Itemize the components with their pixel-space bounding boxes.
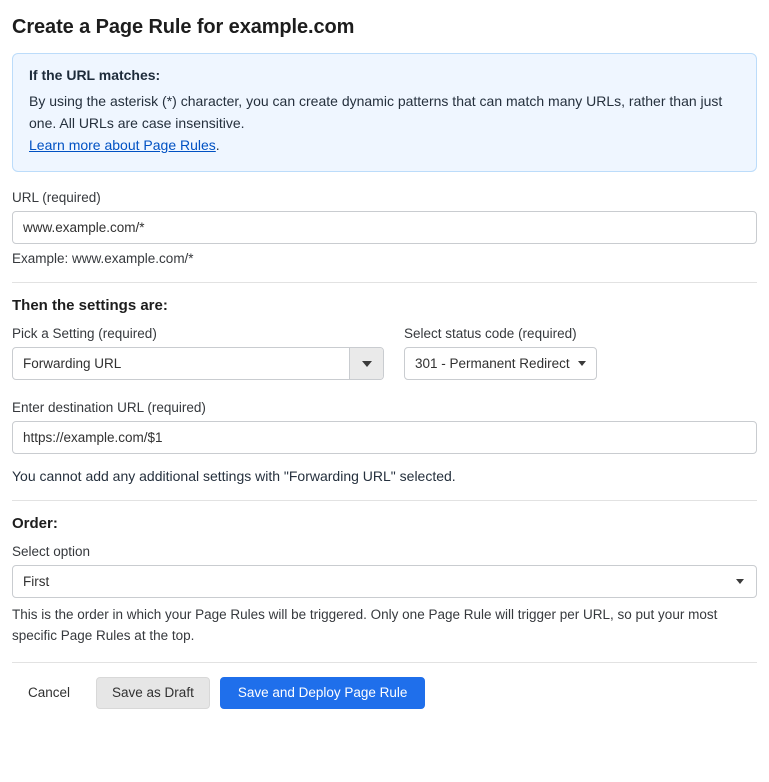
info-heading: If the URL matches:	[29, 67, 161, 83]
pick-a-setting-label: Pick a Setting (required)	[12, 326, 157, 342]
info-period: .	[215, 137, 220, 154]
chevron-down-icon[interactable]	[349, 348, 383, 379]
info-body	[29, 90, 740, 156]
chevron-down-icon-order[interactable]	[736, 579, 744, 584]
order-select-label: Select option	[12, 544, 91, 560]
url-match-info-box	[12, 53, 757, 172]
divider-order	[12, 500, 757, 501]
url-input[interactable]	[12, 211, 757, 244]
destination-group	[12, 400, 757, 454]
cancel-button[interactable]: Cancel	[12, 677, 86, 709]
learn-more-page-rules-link[interactable]: Learn more about Page Rules	[29, 137, 216, 154]
chevron-down-icon-status[interactable]	[578, 361, 586, 366]
status-code-group	[404, 326, 604, 380]
order-heading: Order:	[12, 515, 58, 533]
url-example-hint: Example: www.example.com/*	[12, 251, 194, 267]
pick-a-setting-value: Forwarding URL	[23, 356, 122, 372]
settings-row	[12, 326, 757, 380]
destination-url-label: Enter destination URL (required)	[12, 400, 206, 416]
status-code-value: 301 - Permanent Redirect	[415, 356, 570, 372]
pick-a-setting-select[interactable]	[12, 347, 384, 380]
order-select-value: First	[23, 574, 50, 590]
settings-heading: Then the settings are:	[12, 297, 168, 315]
order-select[interactable]	[12, 565, 757, 598]
order-note: This is the order in which your Page Rules will be triggered. Only one Page Rule will trigger per URL, so put your most specific Page Rules at the top.	[12, 607, 718, 643]
status-code-label: Select status code (required)	[404, 326, 577, 342]
form-actions	[12, 677, 757, 709]
divider-buttons	[12, 662, 757, 663]
info-body-text: By using the asterisk (*) character, you can create dynamic patterns that can match many URLs, rather than just one. All URLs are case insensitive.	[29, 93, 723, 132]
save-as-draft-button[interactable]: Save as Draft	[96, 677, 210, 709]
save-and-deploy-button[interactable]: Save and Deploy Page Rule	[220, 677, 426, 709]
url-field-label: URL (required)	[12, 190, 101, 206]
destination-url-input[interactable]	[12, 421, 757, 454]
status-code-select[interactable]	[404, 347, 597, 380]
divider-settings	[12, 282, 757, 283]
pick-a-setting-group	[12, 326, 384, 380]
no-additional-settings-note: You cannot add any additional settings with "Forwarding URL" selected.	[12, 468, 456, 485]
page-title: Create a Page Rule for example.com	[12, 16, 355, 38]
